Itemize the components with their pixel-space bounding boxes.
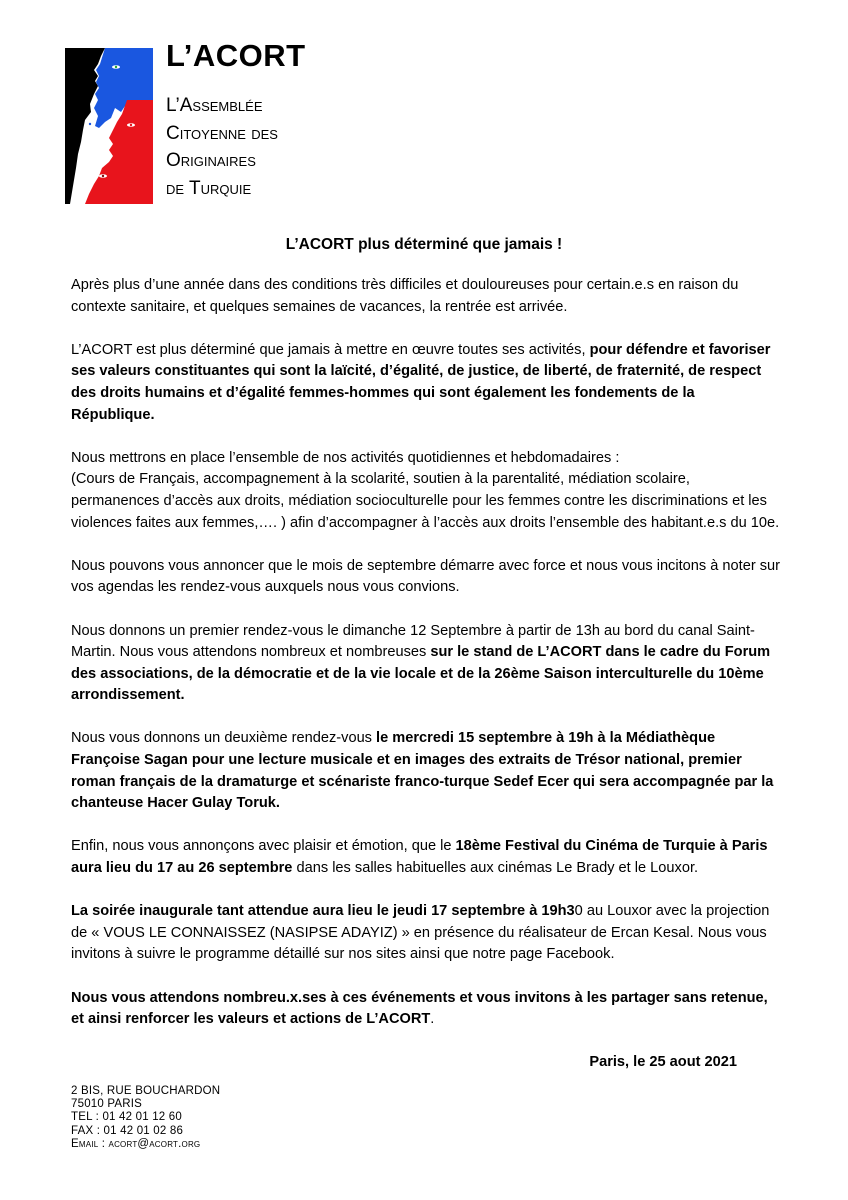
footer-fax: FAX : 01 42 01 02 86 xyxy=(71,1124,184,1137)
paragraph-festival-bold: 18ème Festival du Cinéma de Turquie à Paris aura lieu du 17 au 26 septembre xyxy=(71,838,768,877)
eye-pupil xyxy=(102,175,104,177)
org-subtitle-line: de Turquie xyxy=(166,177,252,199)
org-subtitle xyxy=(166,92,278,202)
footer-tel: TEL : 01 42 01 12 60 xyxy=(71,1111,182,1124)
paragraph-closing-bold: Nous vous attendons nombreu.x.ses à ces événements et vous invitons à les partager sans retenue, et ainsi renforcer les valeurs et actions de L’ACORT xyxy=(71,989,768,1028)
paragraph-values-text: L’ACORT est plus déterminé que jamais à mettre en œuvre toutes ses activités, xyxy=(71,341,590,358)
org-subtitle-line: Originaires xyxy=(166,150,256,171)
letter-body xyxy=(71,275,781,1096)
paragraph-second-event xyxy=(71,728,781,814)
paragraph-opening-night-text: 0 au Louxor avec la projection de « VOUS LE CONNAISSEZ (NASIPSE ADAYIZ) » en présence du réalisateur de Ercan Kesal. Nous vous invitons à suivre le programme détaillé sur nos sites ainsi que notre page Facebook. xyxy=(71,903,770,963)
paragraph-september: Nous pouvons vous annoncer que le mois de septembre démarre avec force et nous vous incitons à noter sur vos agendas les rendez-vous auxquels nous vous convions. xyxy=(71,557,781,596)
org-subtitle-line: Citoyenne des xyxy=(166,122,278,144)
org-name: L’ACORT xyxy=(166,38,306,73)
acort-logo xyxy=(65,48,153,204)
eye-pupil xyxy=(89,123,91,125)
paragraph-first-event xyxy=(71,621,781,707)
paragraph-first-event-bold: sur le stand de L’ACORT dans le cadre du Forum des associations, de la démocratie et de la vie locale et de la 26ème Saison interculturelle du 10ème arrondissement. xyxy=(71,644,771,704)
footer-email-line xyxy=(71,1138,220,1151)
paragraph-festival-text-end: dans les salles habituelles aux cinémas Le Brady et le Louxor. xyxy=(292,860,699,877)
document-title: L’ACORT plus déterminé que jamais ! xyxy=(285,236,563,253)
paragraph-activities-list: (Cours de Français, accompagnement à la scolarité, soutien à la parentalité, médiation scolaire, permanences d’accès aux droits, médiation socioculturelle pour les femmes contre les discriminations et les violences faites aux femmes,…. ) afin d’accompagner à l’accès aux droits l’ensemble des habitant.e.s du 10e. xyxy=(71,471,780,531)
paragraph-closing xyxy=(71,988,781,1031)
footer-address-city: 75010 PARIS xyxy=(71,1098,143,1111)
paragraph-festival-text: Enfin, nous vous annonçons avec plaisir et émotion, que le xyxy=(71,838,456,855)
paragraph-intro: Après plus d’une année dans des conditions très difficiles et douloureuses pour certain.e.s en raison du contexte sanitaire, et quelques semaines de vacances, la rentrée est arrivée. xyxy=(71,277,739,315)
paragraph-closing-text: . xyxy=(430,1011,435,1028)
paragraph-opening-night xyxy=(71,901,781,966)
paragraph-second-event-bold: le mercredi 15 septembre à 19h à la Médiathèque Françoise Sagan pour une lecture musicale et en images des extraits de Trésor national, premier roman français de la dramaturge et scénariste franco-turque Sedef Ecer qui sera accompagnée par la chanteuse Hacer Gulay Toruk. xyxy=(71,730,774,812)
paragraph-festival xyxy=(71,836,781,879)
org-subtitle-line: L’Assemblée xyxy=(166,95,263,116)
paragraph-values xyxy=(71,340,781,426)
paragraph-second-event-text: Nous vous donnons un deuxième rendez-vous xyxy=(71,730,377,747)
eye-pupil xyxy=(130,124,132,126)
footer-email-label: Email : xyxy=(71,1137,106,1150)
paragraph-values-bold: pour défendre et favoriser ses valeurs constituantes qui sont la laïcité, d’égalité, de justice, de liberté, de fraternité, de respect des droits humains et d’égalité femmes-hommes qui sont également les fondements de la République. xyxy=(71,341,771,423)
paragraph-activities xyxy=(71,448,781,534)
eye-pupil xyxy=(115,66,117,68)
footer-email[interactable]: acort@acort.org xyxy=(108,1137,201,1150)
footer-address-street: 2 BIS, RUE BOUCHARDON xyxy=(71,1085,221,1097)
signature-date: Paris, le 25 aout 2021 xyxy=(589,1054,737,1071)
paragraph-activities-lead: Nous mettrons en place l’ensemble de nos activités quotidiennes et hebdomadaires : xyxy=(71,449,620,466)
paragraph-first-event-text: Nous donnons un premier rendez-vous le dimanche 12 Septembre à partir de 13h au bord du canal Saint-Martin. Nous vous attendons nombreux et nombreuses xyxy=(71,622,755,661)
footer-contact xyxy=(71,1085,220,1151)
paragraph-opening-night-bold: La soirée inaugurale tant attendue aura lieu le jeudi 17 septembre à 19h3 xyxy=(71,903,575,920)
